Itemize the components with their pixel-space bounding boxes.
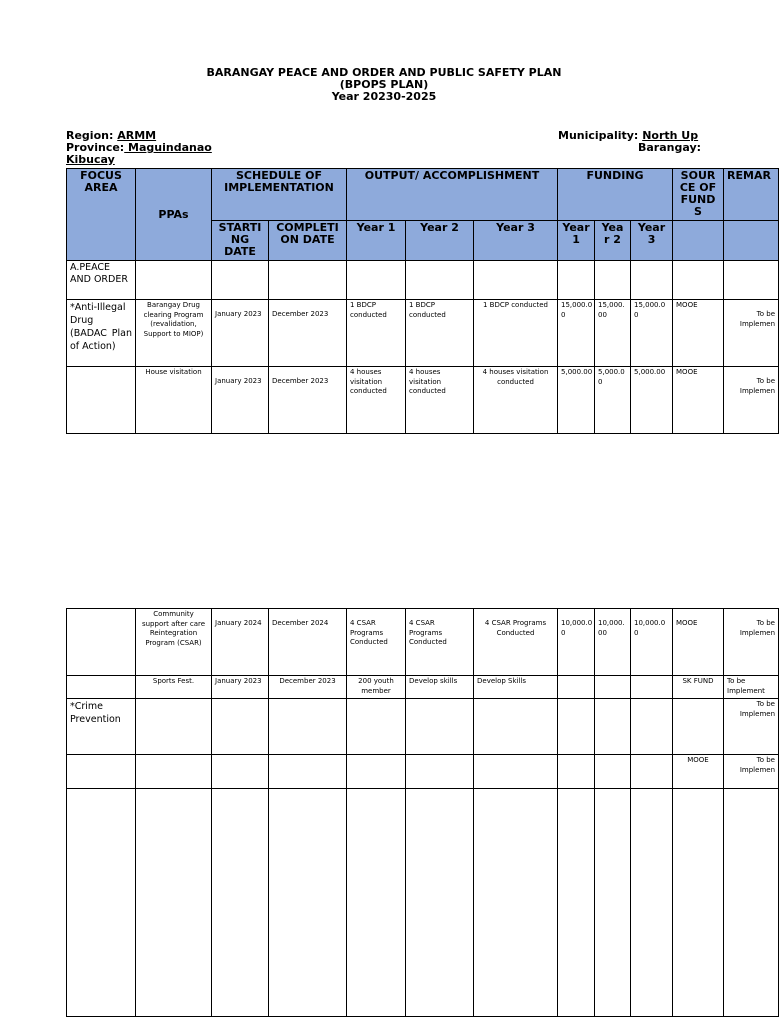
col-source-blank: [673, 221, 724, 261]
ppa-cell: Community support after care Reintegration Program (CSAR): [136, 609, 212, 676]
start-cell: [212, 699, 269, 755]
focus-cell: [67, 755, 136, 789]
source-cell: [673, 789, 724, 1017]
col-output-year1: Year 1: [347, 221, 406, 261]
output-y1-cell: [347, 789, 406, 1017]
output-y1-cell: 200 youth member: [347, 676, 406, 699]
province-label: Province:: [66, 141, 125, 154]
fund-y2-cell: 5,000.0 0: [595, 367, 631, 434]
start-cell: January 2024: [212, 609, 269, 676]
start-cell: [212, 789, 269, 1017]
col-output-year2: Year 2: [406, 221, 474, 261]
end-cell: [269, 755, 347, 789]
plan-table-1: [66, 168, 779, 434]
output-y2-cell: 4 houses visitation conducted: [406, 367, 474, 434]
fund-y3-cell: [631, 755, 673, 789]
table-row: [67, 609, 779, 676]
col-output: OUTPUT/ ACCOMPLISHMENT: [347, 169, 558, 221]
remarks-cell: To be Implemen: [724, 367, 779, 434]
remarks-cell: To be Implemen: [724, 755, 779, 789]
source-cell: [673, 699, 724, 755]
fund-y2-cell: 10,000. 00: [595, 609, 631, 676]
source-cell: MOOE: [673, 300, 724, 367]
fund-y2-cell: [595, 699, 631, 755]
fund-y3-cell: 15,000.0 0: [631, 300, 673, 367]
ppa-cell: Barangay Drug clearing Program (revalidation, Support to MIOP): [136, 300, 212, 367]
col-output-year3: Year 3: [474, 221, 558, 261]
fund-y3-cell: [631, 789, 673, 1017]
ppa-cell: House visitation: [136, 367, 212, 434]
output-y2-cell: Develop skills: [406, 676, 474, 699]
fund-y1-cell: 5,000.00: [558, 367, 595, 434]
table-row: [67, 261, 779, 300]
fund-y1-cell: [558, 676, 595, 699]
col-source: SOUR CE OF FUND S: [673, 169, 724, 221]
end-cell: December 2023: [269, 300, 347, 367]
fund-y2-cell: [595, 676, 631, 699]
fund-y1-cell: [558, 699, 595, 755]
municipality-value: North Up: [642, 129, 699, 142]
fund-y2-cell: [595, 789, 631, 1017]
fund-y3-cell: [631, 676, 673, 699]
output-y1-cell: [347, 755, 406, 789]
fund-y1-cell: [558, 789, 595, 1017]
col-starting-date: STARTI NG DATE: [212, 221, 269, 261]
doc-subtitle: (BPOPS PLAN): [339, 78, 429, 91]
fund-y3-cell: 5,000.00: [631, 367, 673, 434]
fund-y1-cell: [558, 755, 595, 789]
source-cell: SK FUND: [673, 676, 724, 699]
remarks-cell: To be Implement: [724, 676, 779, 699]
output-y1-cell: 4 CSAR Programs Conducted: [347, 609, 406, 676]
output-y3-cell: [474, 755, 558, 789]
col-schedule: SCHEDULE OF IMPLEMENTATION: [212, 169, 347, 221]
col-funding-year3: Year 3: [631, 221, 673, 261]
col-remarks-blank: [724, 221, 779, 261]
ppa-cell: [136, 755, 212, 789]
col-remarks: REMAR: [724, 169, 779, 221]
fund-y2-cell: [595, 755, 631, 789]
doc-title: BARANGAY PEACE AND ORDER AND PUBLIC SAFETY PLAN: [206, 66, 562, 79]
plan-table-2: [66, 608, 779, 1017]
fund-y2-cell: 15,000. 00: [595, 300, 631, 367]
output-y2-cell: 1 BDCP conducted: [406, 300, 474, 367]
end-cell: [269, 789, 347, 1017]
end-cell: December 2023: [269, 676, 347, 699]
section-label: A.PEACE AND ORDER: [67, 261, 136, 300]
col-funding-year1: Year 1: [558, 221, 595, 261]
output-y3-cell: 4 houses visitation conducted: [474, 367, 558, 434]
focus-cell: [67, 367, 136, 434]
col-funding: FUNDING: [558, 169, 673, 221]
col-completion-date: COMPLETI ON DATE: [269, 221, 347, 261]
output-y2-cell: [406, 699, 474, 755]
table-row: [67, 789, 779, 1017]
col-focus-area: FOCUS AREA: [67, 169, 136, 261]
output-y1-cell: [347, 699, 406, 755]
col-funding-year2: Yea r 2: [595, 221, 631, 261]
doc-year: Year 20230-2025: [331, 90, 437, 103]
province-value: Maguindanao: [124, 141, 212, 154]
table-row: [67, 699, 779, 755]
source-cell: MOOE: [673, 755, 724, 789]
remarks-cell: To be Implemen: [724, 300, 779, 367]
output-y3-cell: 1 BDCP conducted: [474, 300, 558, 367]
focus-cell: *Anti-Illegal Drug (BADAC Plan of Action): [67, 300, 136, 367]
end-cell: December 2024: [269, 609, 347, 676]
fund-y3-cell: [631, 699, 673, 755]
start-cell: January 2023: [212, 676, 269, 699]
remarks-cell: To be Implemen: [724, 609, 779, 676]
start-cell: [212, 755, 269, 789]
start-cell: January 2023: [212, 300, 269, 367]
focus-cell: [67, 789, 136, 1017]
col-ppas: PPAs: [136, 169, 212, 261]
ppa-cell: Sports Fest.: [136, 676, 212, 699]
barangay-label: Barangay:: [638, 141, 702, 154]
remarks-cell: [724, 789, 779, 1017]
output-y3-cell: [474, 789, 558, 1017]
fund-y1-cell: 15,000.0 0: [558, 300, 595, 367]
focus-cell: [67, 609, 136, 676]
end-cell: December 2023: [269, 367, 347, 434]
fund-y1-cell: 10,000.0 0: [558, 609, 595, 676]
municipality-label: Municipality:: [558, 129, 639, 142]
table-row: [67, 676, 779, 699]
output-y2-cell: 4 CSAR Programs Conducted: [406, 609, 474, 676]
focus-cell: [67, 676, 136, 699]
source-cell: MOOE: [673, 367, 724, 434]
focus-cell: *Crime Prevention: [67, 699, 136, 755]
output-y2-cell: [406, 755, 474, 789]
table-row: [67, 755, 779, 789]
output-y3-cell: 4 CSAR Programs Conducted: [474, 609, 558, 676]
table-row: [67, 300, 779, 367]
output-y1-cell: 1 BDCP conducted: [347, 300, 406, 367]
output-y3-cell: Develop Skills: [474, 676, 558, 699]
region-value: ARMM: [117, 129, 157, 142]
source-cell: MOOE: [673, 609, 724, 676]
remarks-cell: To be Implemen: [724, 699, 779, 755]
output-y1-cell: 4 houses visitation conducted: [347, 367, 406, 434]
fund-y3-cell: 10,000.0 0: [631, 609, 673, 676]
output-y2-cell: [406, 789, 474, 1017]
end-cell: [269, 699, 347, 755]
region-label: Region:: [66, 129, 114, 142]
barangay-value: Kibucay: [66, 153, 115, 166]
table-row: [67, 367, 779, 434]
ppa-cell: [136, 789, 212, 1017]
output-y3-cell: [474, 699, 558, 755]
start-cell: January 2023: [212, 367, 269, 434]
ppa-cell: [136, 699, 212, 755]
